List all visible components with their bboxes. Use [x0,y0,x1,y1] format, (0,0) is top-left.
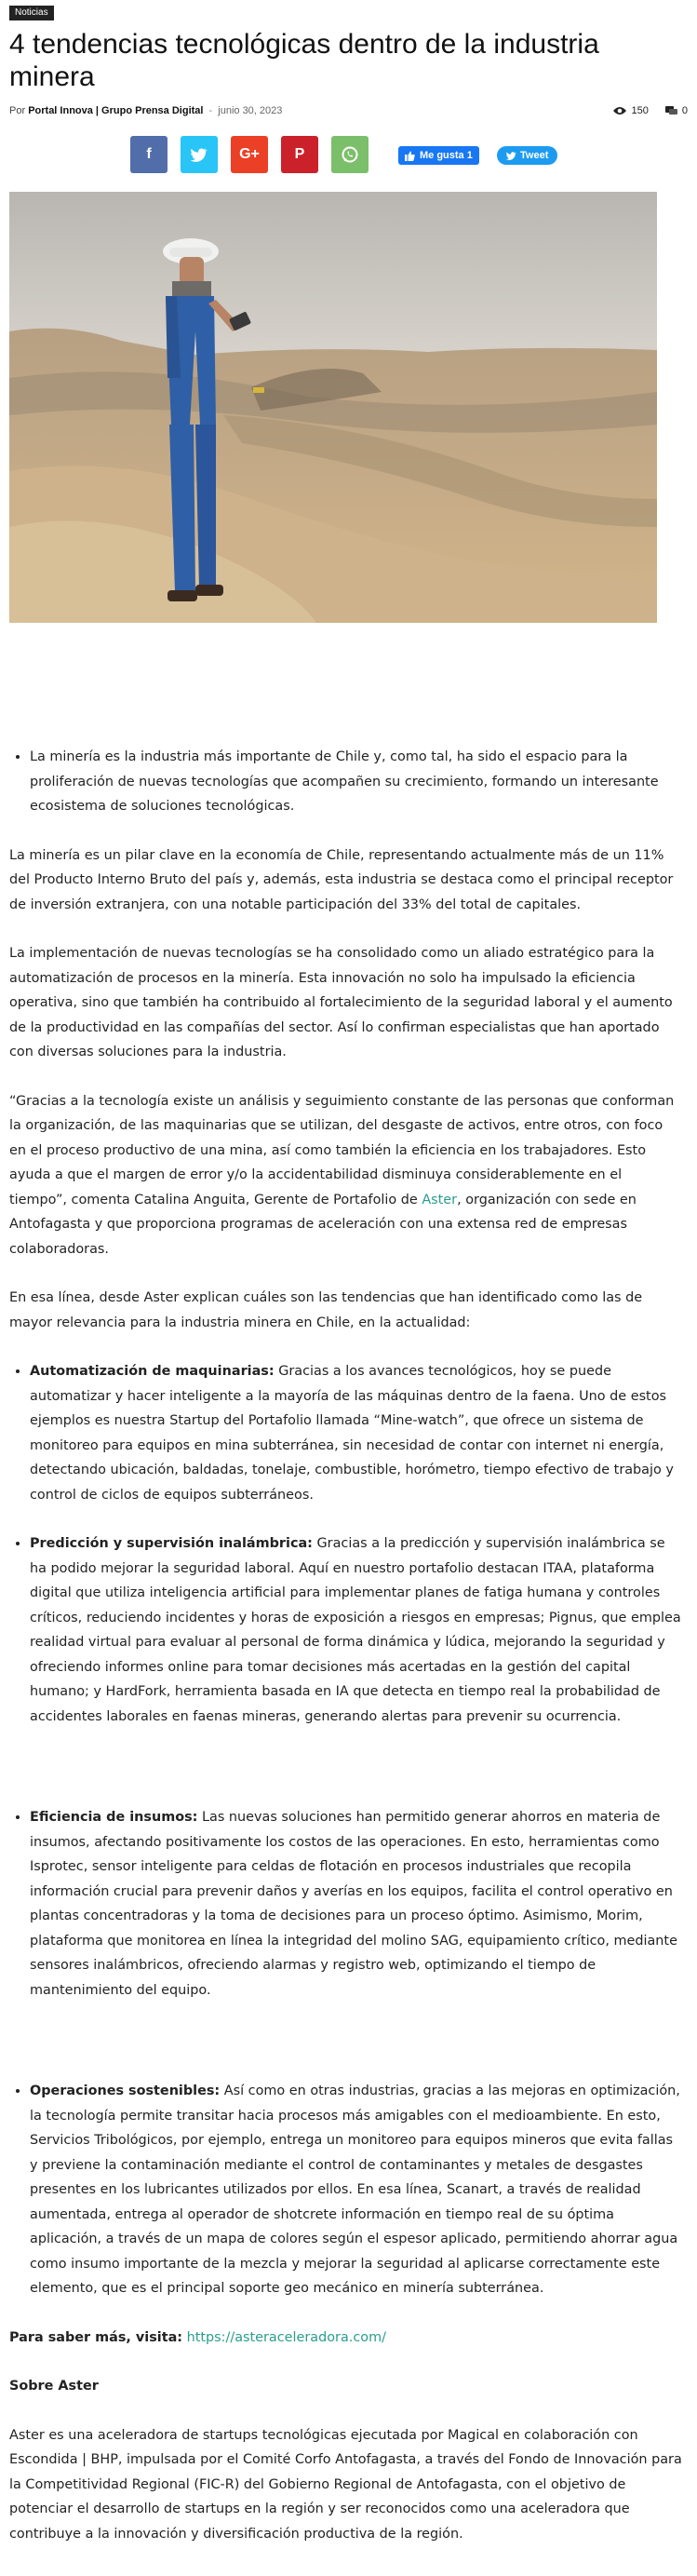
quote-text: “Gracias a la tecnología existe un análisis y seguimiento constante de las personas que conforman la organización, de las maquinarias que se utilizan, del desgaste de activos, entre otros, con foco en el proceso productivo de una mina, así como también la eficiencia en los trabajadores. Esto ayuda a que el margen de error y/o la accidentabilidad disminuya considerablemente en el tiempo”, comenta Catalina Anguita, Gerente de Portafolio de [9,1093,675,1207]
share-bar [0,136,697,173]
visit-label: Para saber más, visita: [9,2329,183,2345]
trend-item [30,1805,683,2003]
twitter-share-button[interactable] [181,136,218,173]
meta-separator: - [208,105,213,116]
trend-text: Las nuevas soluciones han permitido generar ahorros en materia de insumos, afectando positivamente los costos de las operaciones. En esto, herramientas como Isprotec, sensor inteligente para celdas de flotación en procesos industriales que recopila información crucial para prevenir daños y averías en los equipos, facilita el control operativo en plantas concentradoras y la toma de decisiones para un proceso óptimo. Asimismo, Morim, plataforma que monitorea en línea la integridad del molino SAG, equipamiento crítico, mediante sensores inalámbricos, ofreciendo alarmas y registro web, optimizando el tiempo de mantenimiento del equipo. [30,1810,677,1998]
about-paragraph: Aster es una aceleradora de startups tecnológicas ejecutada por Magical en colaboración con Escondida | BHP, impulsada por el Comité Corfo Antofagasta, a través del Fondo de Innovación para la Competitividad Regional (FIC-R) del Gobierno Regional de Antofagasta, con el objetivo de potenciar el desarrollo de startups en la región y ser reconocidos como una aceleradora que contribuye a la innovación y diversificación productiva de la región. [9,2427,682,2542]
pinterest-icon: P [294,146,305,162]
eye-icon [612,106,627,115]
miner-photo-icon [9,192,657,623]
website-link[interactable]: https://asteraceleradora.com/ [186,2329,386,2345]
comments-stat[interactable] [665,105,688,116]
facebook-icon: f [146,146,152,162]
visit-paragraph [9,2326,683,2351]
tweet-label: Tweet [520,150,549,161]
like-label: Me gusta 1 [420,150,473,161]
paragraph-2: La implementación de nuevas tecnologías se ha consolidado como un aliado estratégico para la automatización de procesos en la minería. Esta innovación no solo ha impulsado la eficiencia operativa, sino que también ha contribuido al fortalecimiento de la seguridad laboral y el aumento de la productividad en las compañías del sector. Así lo confirman especialistas que han aportado con diversas soluciones para la industria. [9,946,673,1059]
trend-item [30,1359,683,1507]
trend-title: Operaciones sostenibles: [30,2084,221,2098]
google-plus-share-button[interactable] [231,136,268,173]
paragraph-4: En esa línea, desde Aster explican cuáles son las tendencias que han identificado como las de mayor relevancia para la industria minera en Chile, en la actualidad: [9,1290,643,1330]
tweet-button[interactable] [497,146,557,165]
views-count: 150 [631,105,649,116]
trend-item [30,1531,683,1729]
trend-text: Así como en otras industrias, gracias a las mejoras en optimización, la tecnología permite transitar hacia procesos más amigables con el medioambiente. En esto, Servicios Tribológicos, por ejemplo, entrega un monitoreo para equipos mineros que evita fallas y previene la contaminación mediante el control de contaminantes y metales de desgastes presentes en los lubricantes utilizados por ellos. En esa línea, Scanart, a través de realidad aumentada, entrega al operador de shotcrete información en tiempo real de su óptima aplicación, a través de un mapa de colores según el espesor aplicado, permitiendo ahorrar agua como insumo importante de la mezcla y mejorar la seguridad al aplicarse correctamente este elemento, que es el principal soporte geo mecánico en minería subterránea. [30,2084,680,2296]
article-body [9,745,683,2570]
spacer [9,2027,683,2079]
trend-item [30,2079,683,2301]
facebook-share-button[interactable] [130,136,168,173]
intro-list [9,745,683,819]
trend-list-1 [9,1359,683,1507]
aster-link[interactable]: Aster [422,1192,458,1207]
trend-title: Automatización de maquinarias: [30,1364,275,1379]
list-item: • La minería es la industria más importante de Chile y, como tal, ha sido el espacio para la proliferación de nuevas tecnologías que acompañen su crecimiento, formando un interesante ecosistema de soluciones tecnológicas. [30,745,683,819]
byline-prefix: Por [9,105,26,116]
whatsapp-icon [341,145,359,164]
facebook-like-button[interactable] [398,146,479,165]
google-plus-icon: G+ [239,146,260,162]
publish-date: junio 30, 2023 [218,105,283,116]
trend-title: Predicción y supervisión inalámbrica: [30,1536,313,1551]
comment-icon [665,106,677,116]
about-heading: Sobre Aster [9,2379,99,2394]
category-badge[interactable]: Noticias [9,6,54,20]
spacer [9,1753,683,1805]
paragraph-3 [9,1089,683,1262]
paragraph-1: La minería es un pilar clave en la economía de Chile, representando actualmente más de un 11% del Producto Interno Bruto del país y, además, esta industria se destaca como el principal receptor de inversión extranjera, con una notable participación del 33% del total de capitales. [9,847,674,912]
trend-list-3 [9,1805,683,2003]
trend-title: Eficiencia de insumos: [30,1810,198,1825]
comments-count: 0 [681,105,688,116]
article-stats [612,105,688,116]
thumbs-up-icon [405,151,415,161]
author-link[interactable]: Portal Innova | Grupo Prensa Digital [28,105,204,116]
quote-text-continued: , organización con sede en Antofagasta y que proporciona programas de aceleración con una extensa red de empresas colaboradoras. [9,1192,637,1257]
pinterest-share-button[interactable] [281,136,318,173]
trend-text: Gracias a la predicción y supervisión inalámbrica se ha podido mejorar la seguridad laboral. Aquí en nuestro portafolio destacan ITAA, plataforma digital que utiliza inteligencia artificial para implementar planes de fatiga humana y controles críticos, reduciendo incidentes y horas de exposición a riesgos en empresas; Pignus, que emplea realidad virtual para evaluar al personal de forma dinámica y lúdica, mejorando la seguridad y ofreciendo informes online para tomar decisiones más acertadas en la gestión del capital humano; y HardFork, herramienta basada en IA que detecta en tiempo real la probabilidad de accidentes laborales en faenas mineras, generando alertas para prevenir su ocurrencia. [30,1536,681,1724]
trend-list-4 [9,2079,683,2301]
twitter-icon [191,148,208,162]
whatsapp-share-button[interactable] [331,136,369,173]
trend-list-2 [9,1531,683,1729]
hero-image [9,192,657,623]
article-meta [9,105,688,120]
trend-text: Gracias a los avances tecnológicos, hoy se puede automatizar y hacer inteligente a la mayoría de las máquinas dentro de la faena. Uno de estos ejemplos es nuestra Startup del Portafolio llamada “Mine-watch”, que ofrece un sistema de monitoreo para equipos en mina subterránea, sin necesidad de contar con internet ni energía, detectando ubicación, baldadas, tonelaje, combustible, horómetro, tiempo efectivo de trabajo y control de ciclos de equipos subterráneos. [30,1364,674,1503]
views-stat [612,105,649,116]
twitter-bird-icon [506,152,516,160]
article-title: 4 tendencias tecnológicas dentro de la industria minera [9,29,599,92]
